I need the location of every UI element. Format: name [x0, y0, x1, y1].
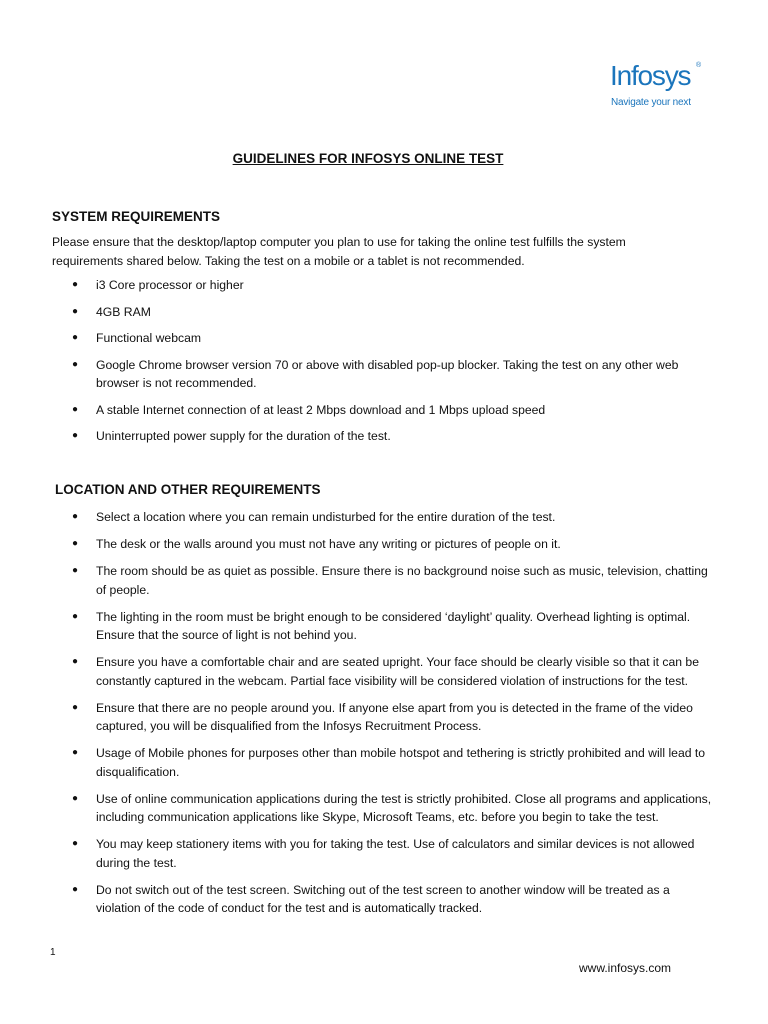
location-requirements-heading: LOCATION AND OTHER REQUIREMENTS: [55, 482, 321, 497]
bullet-icon: ●: [72, 538, 79, 549]
list-item-text: Usage of Mobile phones for purposes other than mobile hotspot and tethering is strictly prohibited and will lead to disqualification.: [96, 746, 706, 779]
list-item-text: Functional webcam: [96, 331, 201, 345]
list-item: [52, 881, 712, 918]
list-item: [52, 608, 712, 645]
list-item: [52, 562, 712, 599]
list-item: [52, 790, 712, 827]
bullet-icon: ●: [72, 403, 79, 415]
page-number: 1: [50, 947, 56, 958]
bullet-icon: ●: [72, 279, 79, 290]
bullet-icon: ●: [72, 747, 79, 758]
bullet-icon: ●: [72, 883, 79, 895]
list-item: [52, 329, 712, 348]
list-item: [52, 356, 712, 393]
list-item-text: Google Chrome browser version 70 or above with disabled pop-up blocker. Taking the test on any other web browser is not recommended.: [96, 357, 679, 390]
bullet-icon: ●: [72, 610, 79, 622]
location-requirements-list: [52, 508, 712, 926]
list-item-text: Ensure that there are no people around you. If anyone else apart from you is detected in the frame of the video captured, you will be disqualified from the Infosys Recruitment Process.: [96, 700, 693, 733]
system-requirements-heading: SYSTEM REQUIREMENTS: [52, 209, 221, 224]
document-title: GUIDELINES FOR INFOSYS ONLINE TEST: [232, 151, 504, 166]
bullet-icon: ●: [72, 701, 79, 713]
logo-wordmark: Infosys: [610, 60, 691, 91]
system-requirements-list: [52, 276, 712, 454]
infosys-logo: [610, 60, 710, 110]
list-item-text: i3 Core processor or higher: [96, 278, 244, 292]
list-item-text: A stable Internet connection of at least 2 Mbps download and 1 Mbps upload speed: [96, 402, 546, 417]
logo-tagline: Navigate your next: [611, 97, 691, 108]
list-item: [52, 508, 712, 527]
list-item: [52, 699, 712, 736]
bullet-icon: ●: [72, 332, 79, 343]
list-item: [52, 303, 712, 322]
bullet-icon: ●: [72, 838, 79, 849]
list-item-text: 4GB RAM: [96, 304, 151, 319]
list-item-text: Uninterrupted power supply for the duration of the test.: [96, 429, 391, 443]
list-item-text: Ensure you have a comfortable chair and are seated upright. Your face should be clearly visible so that it can be constantly captured in the webcam. Partial face visibility will be considered violation of instructions for the test.: [96, 655, 699, 688]
bullet-icon: ●: [72, 792, 79, 804]
list-item-text: The lighting in the room must be bright enough to be considered ‘daylight’ quality. Overhead lighting is optimal. Ensure that the source of light is not behind you.: [96, 609, 691, 642]
list-item-text: Select a location where you can remain undisturbed for the entire duration of the test.: [96, 510, 556, 524]
list-item: [52, 653, 712, 690]
list-item: [52, 427, 712, 446]
list-item-text: Use of online communication applications during the test is strictly prohibited. Close all programs and applications, including communication applications like Skype, Microsoft Teams, etc. before you begin to take the test.: [96, 791, 712, 824]
bullet-icon: ●: [72, 305, 79, 317]
list-item-text: The desk or the walls around you must not have any writing or pictures of people on it.: [96, 537, 561, 551]
list-item-text: Do not switch out of the test screen. Switching out of the test screen to another window will be treated as a violation of the code of conduct for the test and is automatically tracked.: [96, 882, 670, 915]
footer-url: www.infosys.com: [579, 961, 672, 975]
list-item: [52, 276, 712, 295]
list-item-text: You may keep stationery items with you for taking the test. Use of calculators and similar devices is not allowed during the test.: [96, 837, 695, 870]
list-item: [52, 744, 712, 781]
list-item: [52, 535, 712, 554]
list-item: [52, 401, 712, 420]
list-item-text: The room should be as quiet as possible. Ensure there is no background noise such as music, television, chatting of people.: [96, 564, 708, 597]
list-item: [52, 835, 712, 872]
bullet-icon: ●: [72, 511, 79, 522]
logo-registered-mark: ®: [696, 62, 702, 69]
bullet-icon: ●: [72, 430, 79, 441]
bullet-icon: ●: [72, 656, 79, 667]
bullet-icon: ●: [72, 358, 79, 370]
bullet-icon: ●: [72, 565, 79, 576]
system-requirements-intro: Please ensure that the desktop/laptop computer you plan to use for taking the online test fulfills the system requirements shared below. Taking the test on a mobile or a tablet is not recommended.: [52, 235, 626, 268]
